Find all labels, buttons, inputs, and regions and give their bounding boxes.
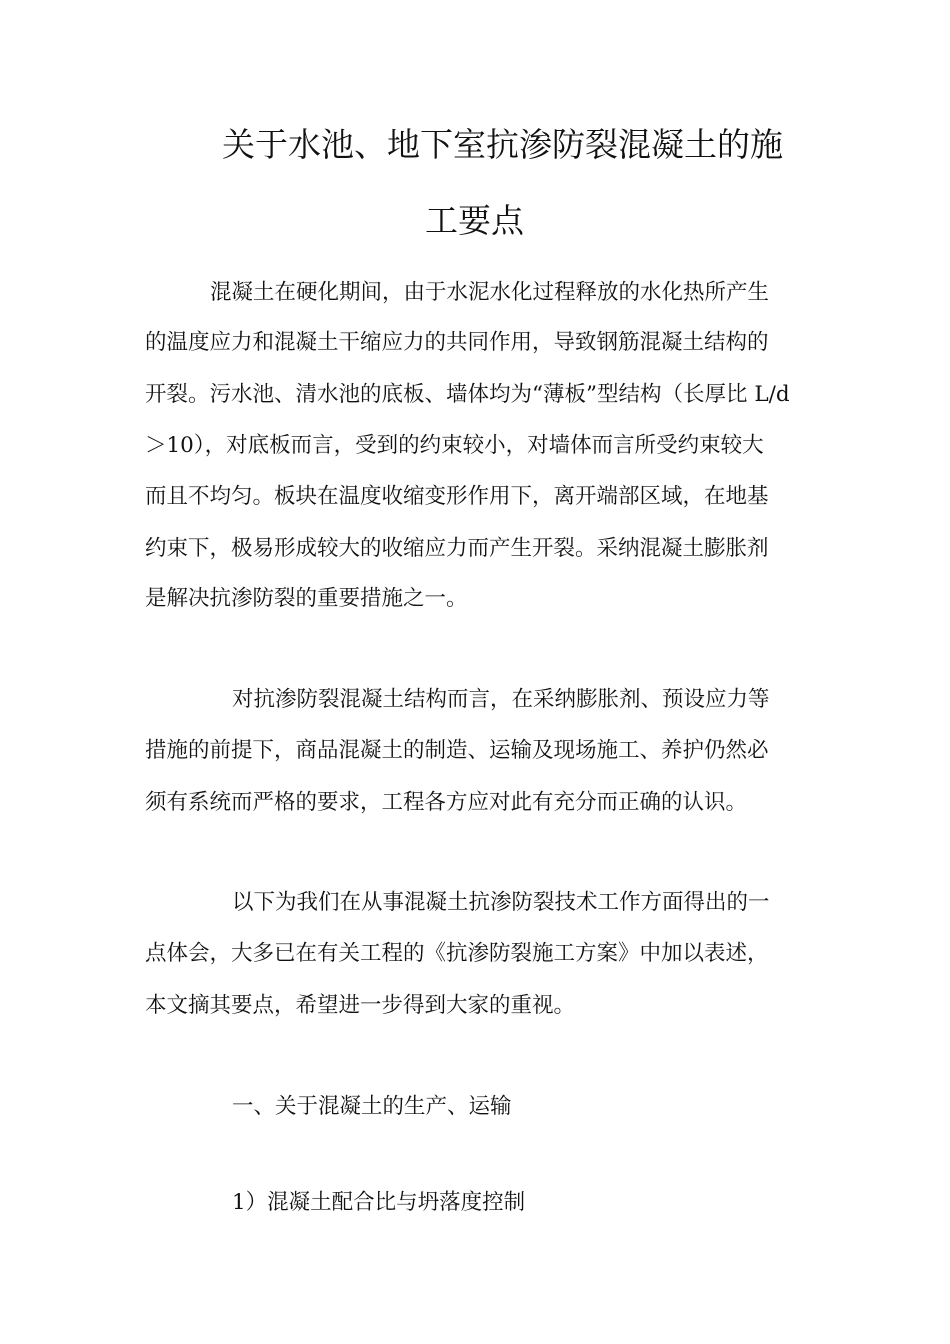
paragraph-1-line-5: 而且不均匀。板块在温度收缩变形作用下，离开端部区域，在地基 [145, 484, 769, 509]
paragraph-2-line-1: 对抗渗防裂混凝土结构而言，在采纳膨胀剂、预设应力等 [232, 687, 770, 712]
paragraph-1-line-4: ＞10），对底板而言，受到的约束较小，对墙体而言所受约束较大 [145, 433, 764, 458]
paragraph-1-line-3: 开裂。污水池、清水池的底板、墙体均为“薄板”型结构（长厚比 L/d [145, 382, 790, 407]
paragraph-1-line-2: 的温度应力和混凝土干缩应力的共同作用，导致钢筋混凝土结构的 [145, 330, 769, 355]
paragraph-1-line-6: 约束下，极易形成较大的收缩应力而产生开裂。采纳混凝土膨胀剂 [145, 536, 769, 561]
section-1-heading: 一、关于混凝土的生产、运输 [232, 1094, 512, 1119]
subsection-1-heading: 1）混凝土配合比与坍落度控制 [232, 1190, 526, 1215]
paragraph-3-line-2: 点体会，大多已在有关工程的《抗渗防裂施工方案》中加以表述， [145, 941, 769, 966]
document-title-line-1: 关于水池、地下室抗渗防裂混凝土的施 [222, 125, 783, 164]
paragraph-1-line-1: 混凝土在硬化期间，由于水泥水化过程释放的水化热所产生 [210, 280, 770, 305]
paragraph-2-line-3: 须有系统而严格的要求，工程各方应对此有充分而正确的认识。 [145, 790, 748, 815]
paragraph-3-line-1: 以下为我们在从事混凝土抗渗防裂技术工作方面得出的一 [232, 890, 770, 915]
document-title-line-2: 工要点 [425, 201, 524, 240]
paragraph-3-line-3: 本文摘其要点，希望进一步得到大家的重视。 [145, 993, 576, 1018]
paragraph-1-line-7: 是解决抗渗防裂的重要措施之一。 [145, 586, 468, 611]
paragraph-2-line-2: 措施的前提下，商品混凝土的制造、运输及现场施工、养护仍然必 [145, 738, 769, 763]
